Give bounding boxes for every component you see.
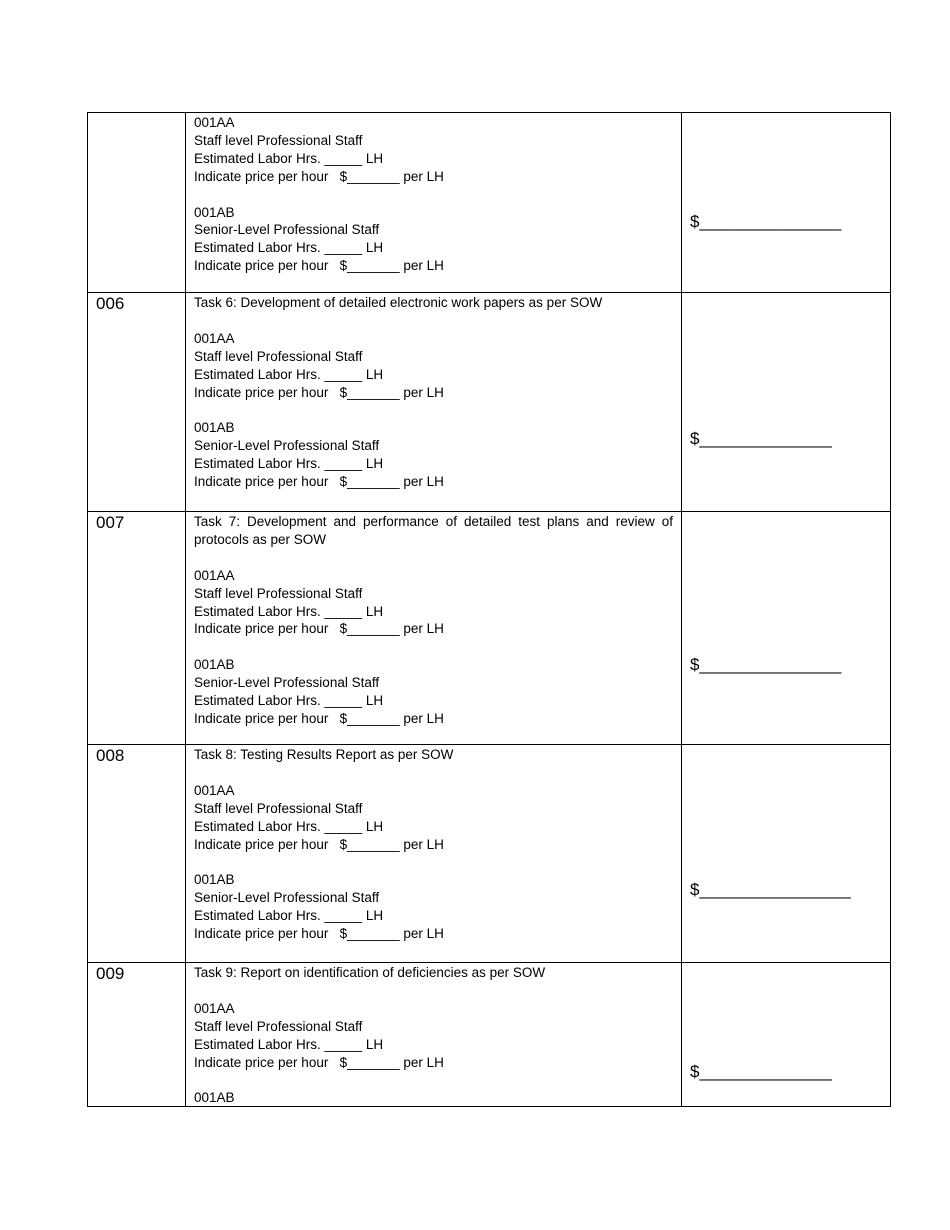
- staff-level-hours: Estimated Labor Hrs. _____ LH: [194, 366, 384, 382]
- total-price-cell: [682, 293, 891, 512]
- senior-level-code: 001AB: [194, 657, 235, 673]
- staff-level-hours: Estimated Labor Hrs. _____ LH: [194, 603, 384, 619]
- total-price-blank: $______________: [690, 1061, 832, 1081]
- table-row: [88, 963, 891, 1107]
- staff-level-title: Staff level Professional Staff: [194, 348, 363, 364]
- staff-level-code: 001AA: [194, 115, 235, 130]
- task-title: Task 9: Report on identification of deficiencies as per SOW: [194, 965, 546, 980]
- senior-level-price: Indicate price per hour $_______ per LH: [194, 258, 444, 274]
- clin-cell: [88, 512, 186, 745]
- staff-level-price: Indicate price per hour $_______ per LH: [194, 384, 444, 400]
- senior-level-code: 001AB: [194, 872, 235, 888]
- senior-level-title: Senior-Level Professional Staff: [194, 675, 380, 691]
- pricing-table: [87, 112, 891, 1107]
- total-price-cell: [682, 113, 891, 293]
- staff-level-price: Indicate price per hour $_______ per LH: [194, 836, 444, 852]
- staff-level-title: Staff level Professional Staff: [194, 1018, 363, 1034]
- staff-level-price: Indicate price per hour $_______ per LH: [194, 621, 444, 637]
- description-cell: [186, 113, 682, 293]
- task-title: Task 7: Development and performance of detailed test plans and review of protocols as per SOW: [194, 514, 673, 547]
- clin-cell: [88, 963, 186, 1107]
- staff-level-code: 001AA: [194, 1000, 235, 1016]
- staff-level-title: Staff level Professional Staff: [194, 585, 363, 601]
- senior-level-hours: Estimated Labor Hrs. _____ LH: [194, 456, 384, 472]
- staff-level-hours: Estimated Labor Hrs. _____ LH: [194, 150, 384, 166]
- table-row: [88, 745, 891, 963]
- clin-cell: [88, 113, 186, 293]
- total-price-blank: $_______________: [690, 211, 842, 231]
- senior-level-title: Senior-Level Professional Staff: [194, 890, 380, 906]
- senior-level-hours: Estimated Labor Hrs. _____ LH: [194, 693, 384, 709]
- senior-level-price: Indicate price per hour $_______ per LH: [194, 474, 444, 490]
- staff-level-title: Staff level Professional Staff: [194, 132, 363, 148]
- total-price-cell: [682, 963, 891, 1107]
- total-price-blank: $_______________: [690, 655, 842, 674]
- senior-level-title: Senior-Level Professional Staff: [194, 222, 380, 238]
- senior-level-price: Indicate price per hour $_______ per LH: [194, 926, 444, 942]
- senior-level-code: 001AB: [194, 420, 235, 436]
- staff-level-price: Indicate price per hour $_______ per LH: [194, 168, 444, 184]
- clin-cell: [88, 745, 186, 963]
- clin-cell: [88, 293, 186, 512]
- table-row: [88, 293, 891, 512]
- description-cell: [186, 512, 682, 745]
- clin-number: [88, 113, 185, 114]
- description-cell: [186, 293, 682, 512]
- staff-level-code: 001AA: [194, 567, 235, 583]
- senior-level-price: Indicate price per hour $_______ per LH: [194, 710, 444, 726]
- staff-level-price: Indicate price per hour $_______ per LH: [194, 1054, 444, 1070]
- description-cell: [186, 745, 682, 963]
- task-title: Task 8: Testing Results Report as per SOW: [194, 747, 454, 762]
- clin-number: 007: [96, 513, 125, 532]
- total-price-blank: $________________: [690, 880, 851, 899]
- clin-number: 008: [96, 746, 125, 765]
- task-title: Task 6: Development of detailed electronic work papers as per SOW: [194, 295, 603, 310]
- description-cell: [186, 963, 682, 1107]
- staff-level-code: 001AA: [194, 782, 235, 798]
- senior-level-code: 001AB: [194, 1090, 235, 1105]
- staff-level-hours: Estimated Labor Hrs. _____ LH: [194, 1036, 384, 1052]
- clin-number: 006: [96, 294, 125, 313]
- senior-level-title: Senior-Level Professional Staff: [194, 438, 380, 454]
- senior-level-code: 001AB: [194, 204, 235, 220]
- senior-level-hours: Estimated Labor Hrs. _____ LH: [194, 908, 384, 924]
- table-row: [88, 113, 891, 293]
- total-price-cell: [682, 512, 891, 745]
- clin-number: 009: [96, 964, 125, 983]
- staff-level-code: 001AA: [194, 330, 235, 346]
- senior-level-hours: Estimated Labor Hrs. _____ LH: [194, 240, 384, 256]
- staff-level-title: Staff level Professional Staff: [194, 800, 363, 816]
- total-price-cell: [682, 745, 891, 963]
- staff-level-hours: Estimated Labor Hrs. _____ LH: [194, 818, 384, 834]
- table-row: [88, 512, 891, 745]
- total-price-blank: $______________: [690, 429, 832, 448]
